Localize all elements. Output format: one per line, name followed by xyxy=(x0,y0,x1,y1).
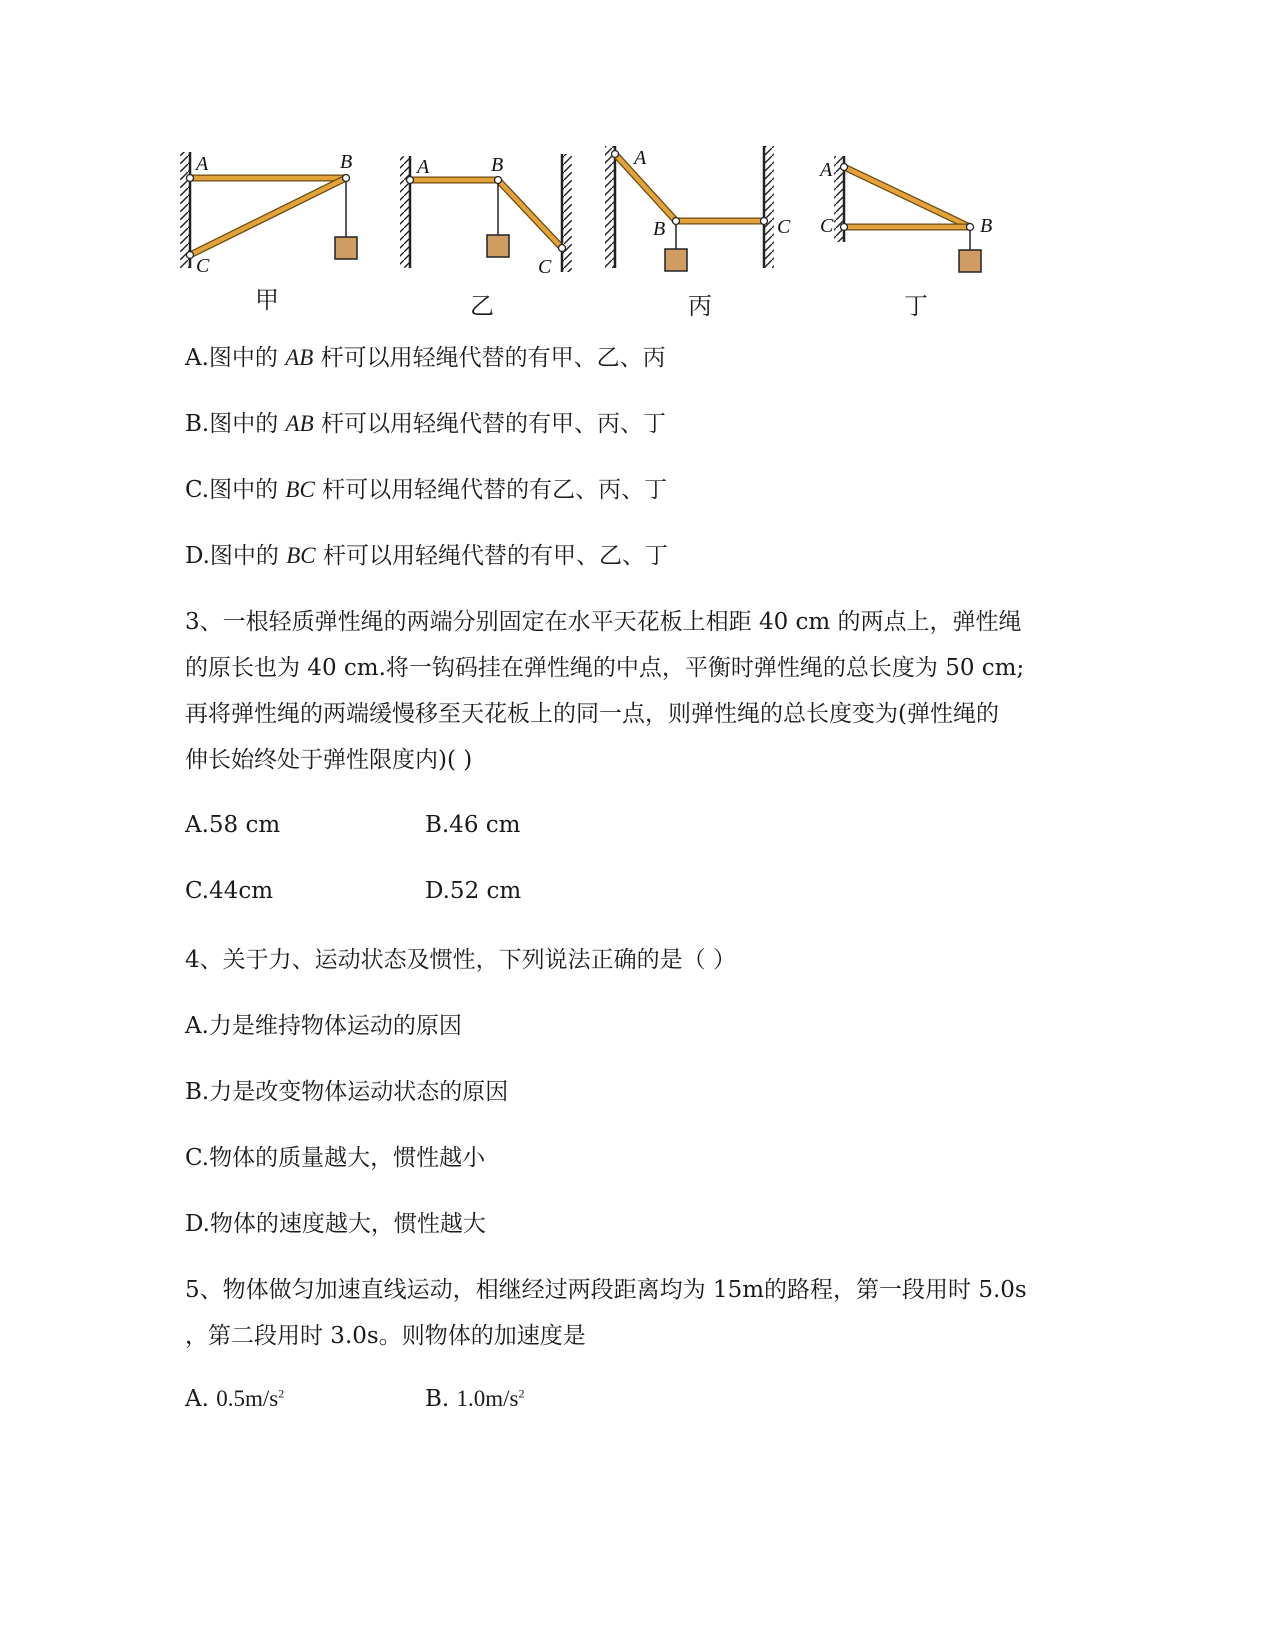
q3-stem-line-1: 3、一根轻质弹性绳的两端分别固定在水平天花板上相距 40 cm 的两点上，弹性绳 xyxy=(185,609,1022,635)
weight xyxy=(665,249,687,271)
caption-jia: 甲 xyxy=(255,286,279,314)
rod-ab xyxy=(844,167,970,227)
caption-bing: 丙 xyxy=(688,292,712,320)
q3-stem-line-4: 伸长始终处于弹性限度内)( ) xyxy=(185,747,473,773)
point-label-a: A xyxy=(196,153,209,175)
q4-stem: 4、关于力、运动状态及惯性，下列说法正确的是（ ） xyxy=(185,947,736,973)
caption-ding: 丁 xyxy=(904,292,928,320)
wall-hatch xyxy=(764,146,774,268)
rod-bc xyxy=(190,178,346,255)
point-label-c: C xyxy=(196,255,210,277)
q4-option-c: C.物体的质量越大，惯性越小 xyxy=(185,1145,486,1171)
point-label-a: A xyxy=(417,156,430,178)
point-label-c: C xyxy=(820,215,834,237)
q3-stem-line-3: 再将弹性绳的两端缓慢移至天花板上的同一点，则弹性绳的总长度变为(弹性绳的 xyxy=(185,701,999,727)
q4-option-a: A.力是维持物体运动的原因 xyxy=(185,1013,462,1039)
weight xyxy=(959,250,981,272)
point-label-a: A xyxy=(634,147,647,169)
wall-hatch xyxy=(562,154,572,272)
rod-diagrams xyxy=(180,140,1060,320)
q2-option-d: D.图中的 BC 杆可以用轻绳代替的有甲、乙、丁 xyxy=(185,543,668,569)
point-label-b: B xyxy=(491,154,504,176)
q4-option-d: D.物体的速度越大，惯性越大 xyxy=(185,1211,486,1237)
q2-option-a: A.图中的 AB 杆可以用轻绳代替的有甲、乙、丙 xyxy=(185,345,666,371)
figure-yi xyxy=(400,154,572,278)
q5-stem-line-2: ，第二段用时 3.0s。则物体的加速度是 xyxy=(185,1323,586,1349)
point-label-b: B xyxy=(340,151,353,173)
wall-hatch xyxy=(400,156,410,268)
weight xyxy=(487,235,509,257)
wall-hatch xyxy=(180,152,190,268)
q5-stem-line-1: 5、物体做匀加速直线运动，相继经过两段距离均为 15m的路程，第一段用时 5.0s xyxy=(185,1277,1027,1303)
q2-option-c: C.图中的 BC 杆可以用轻绳代替的有乙、丙、丁 xyxy=(185,477,668,503)
q4-option-b: B.力是改变物体运动状态的原因 xyxy=(185,1079,509,1105)
point-label-c: C xyxy=(538,256,552,278)
q5-option-a: A. $0.5m/s^2$ xyxy=(185,1386,285,1412)
caption-yi: 乙 xyxy=(470,292,494,320)
wall-hatch xyxy=(605,146,615,268)
q3-option-d: D.52 cm xyxy=(425,878,522,904)
q5-option-b: B. $1.0m/s^2$ xyxy=(425,1386,525,1412)
point-label-a: A xyxy=(820,159,833,181)
q3-option-a: A.58 cm xyxy=(185,812,281,838)
q3-stem-line-2: 的原长也为 40 cm.将一钩码挂在弹性绳的中点，平衡时弹性绳的总长度为 50 cm; xyxy=(185,655,1025,681)
figure-bing xyxy=(605,146,791,271)
figure-row xyxy=(180,140,1060,320)
point-label-b: B xyxy=(653,218,666,240)
weight xyxy=(335,237,357,259)
q3-option-b: B.46 cm xyxy=(425,812,521,838)
q2-option-b: B.图中的 AB 杆可以用轻绳代替的有甲、丙、丁 xyxy=(185,411,666,437)
figure-jia xyxy=(180,151,357,277)
figure-ding xyxy=(818,156,992,272)
point-label-c: C xyxy=(777,216,791,238)
q3-option-c: C.44cm xyxy=(185,878,274,904)
point-label-b: B xyxy=(980,215,993,237)
